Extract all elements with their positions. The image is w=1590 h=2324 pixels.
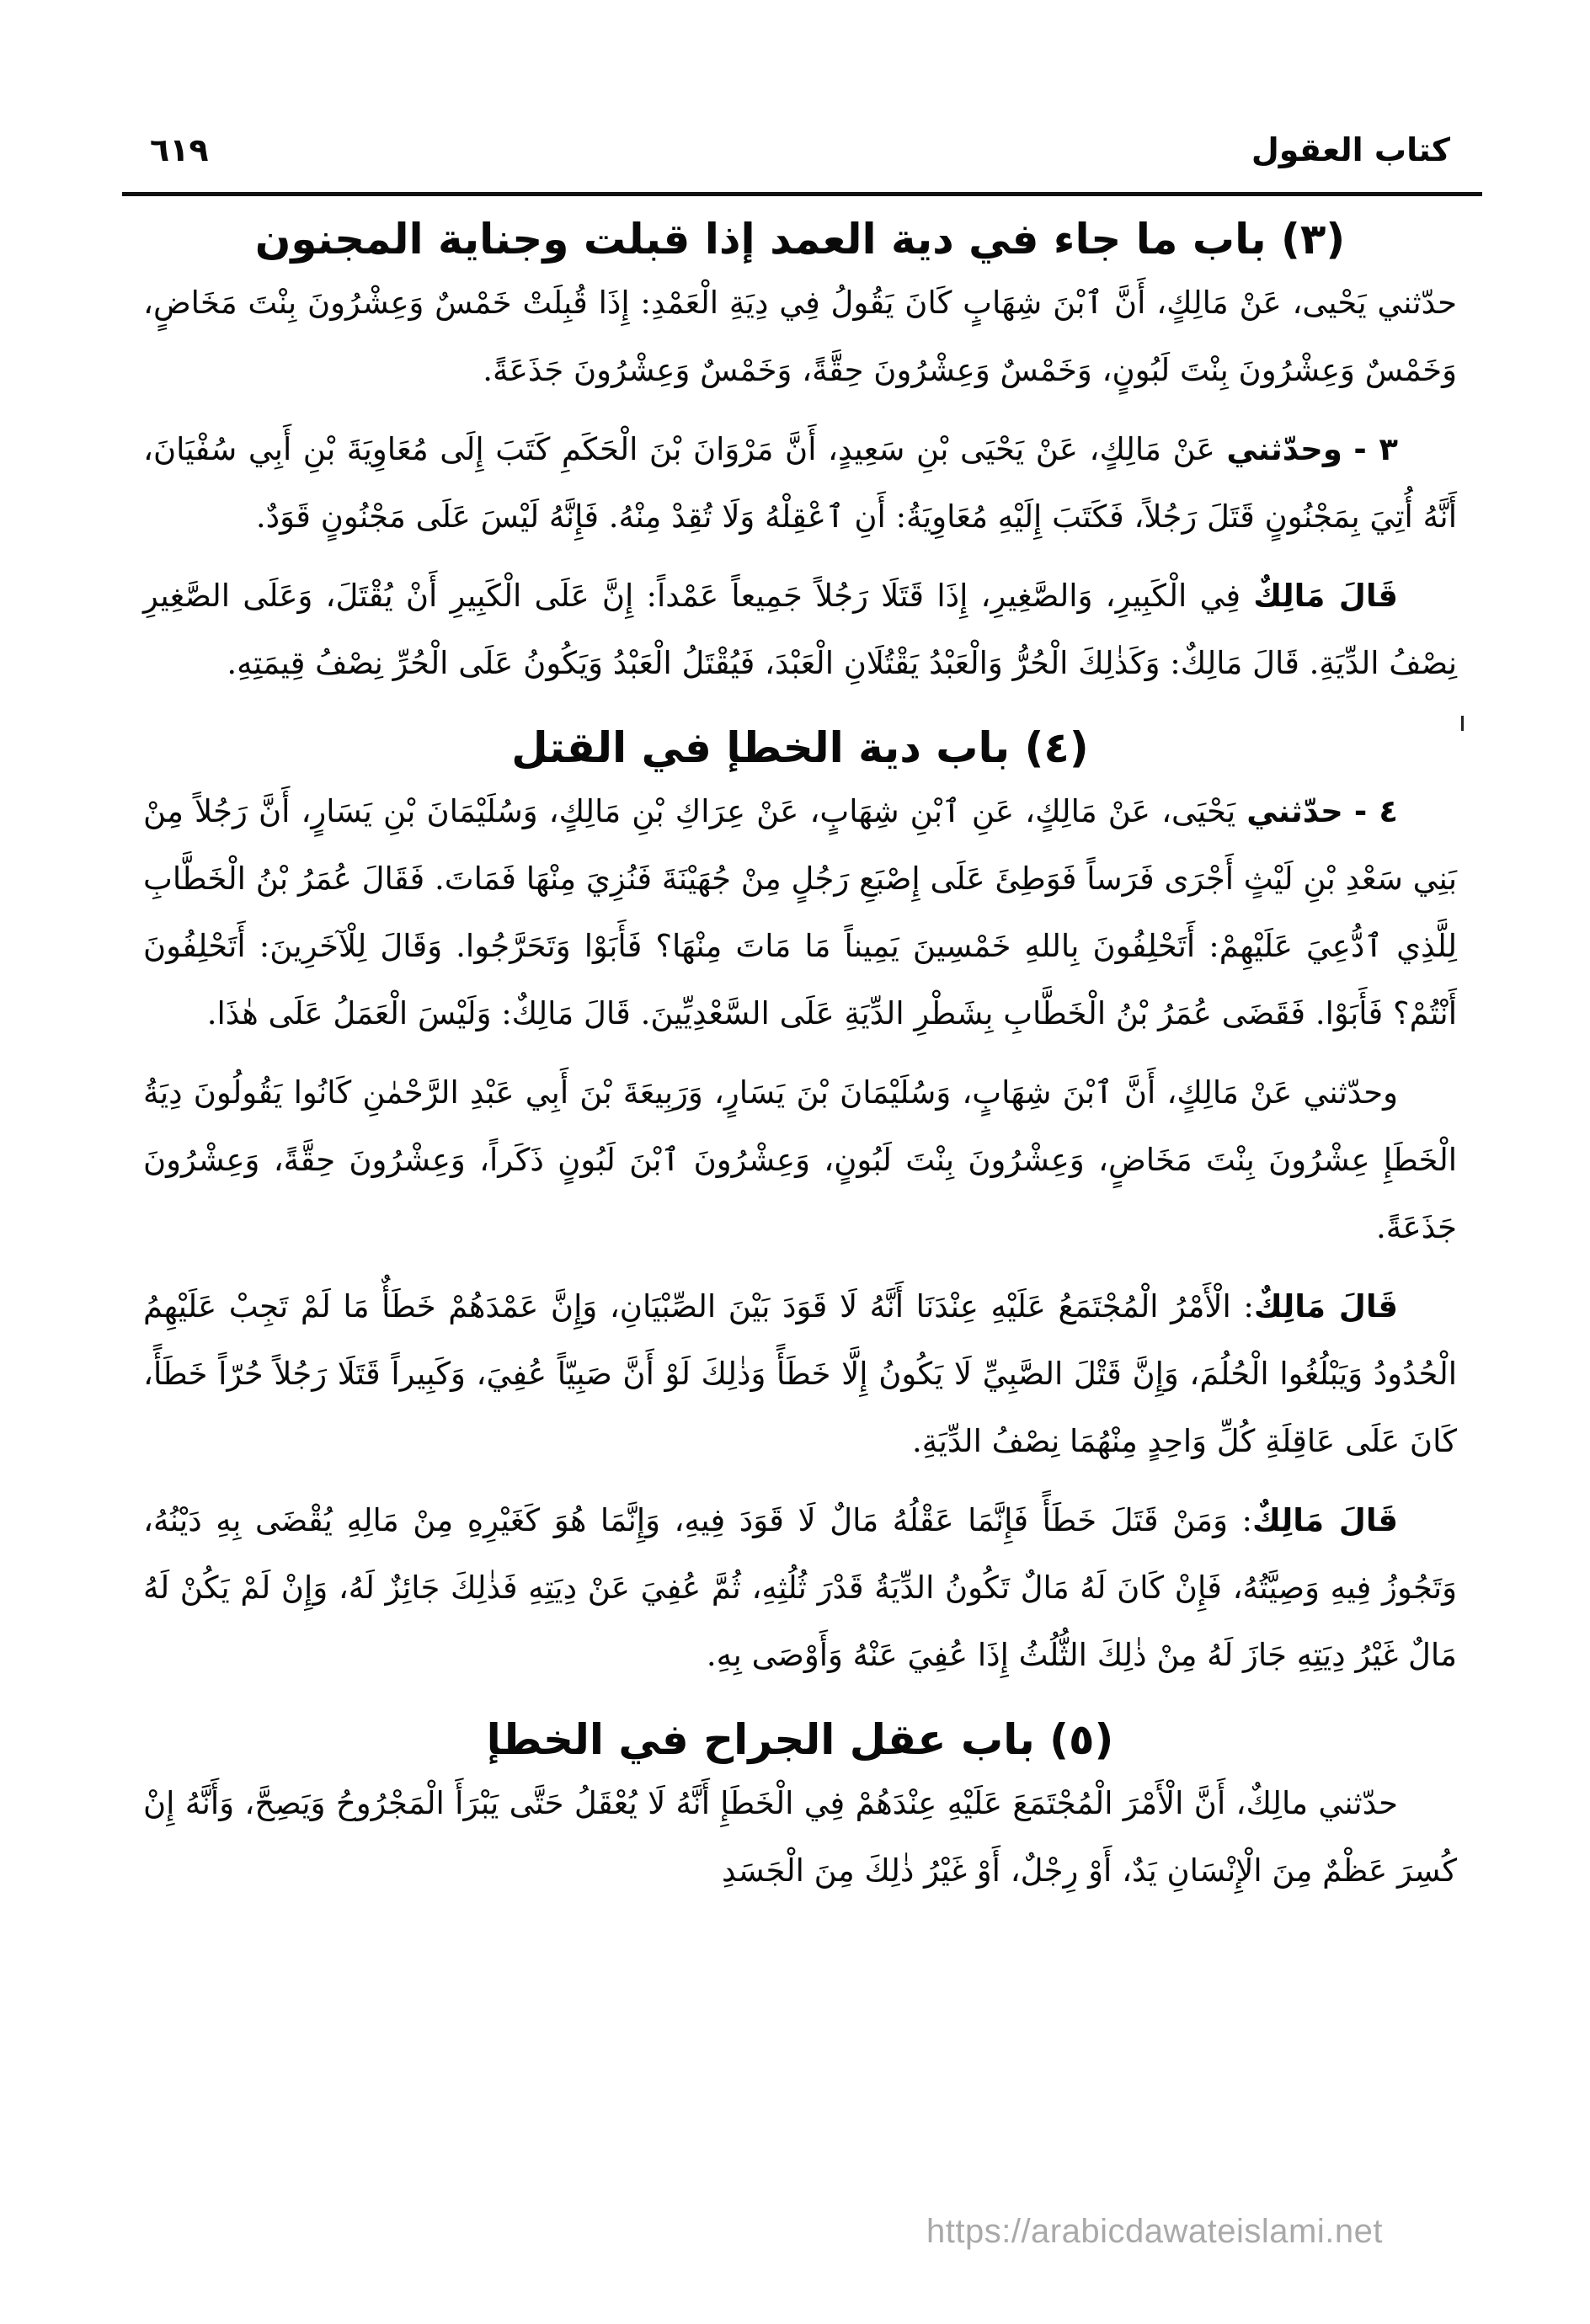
page-number: ٦١٩ — [150, 131, 209, 168]
paragraph-lead: حدّثني — [1246, 793, 1343, 829]
malik-comment-paragraph — [143, 1487, 1457, 1689]
malik-comment-paragraph — [143, 1273, 1457, 1475]
paragraph-text: فِي الْكَبِيرِ، وَالصَّغِيرِ، إِذَا قَتَلَا رَجُلاً جَمِيعاً عَمْداً: إِنَّ عَلَى الْكَبِيرِ أَنْ يُقْتَلَ، وَعَلَى الصَّغِيرِ نِصْفُ الدِّيَةِ. قَالَ مَالِكٌ: وَكَذٰلِكَ الْحُرُّ وَالْعَبْدُ يَقْتُلَانِ الْعَبْدَ، فَيُقْتَلُ الْعَبْدُ وَيَكُونُ عَلَى الْحُرِّ نِصْفُ قِيمَتِهِ. — [143, 578, 1457, 681]
paragraph-text: يَحْيَى، عَنْ مَالِكٍ، عَنِ ٱبْنِ شِهَابٍ، عَنْ عِرَاكِ بْنِ مَالِكٍ، وَسُلَيْمَانَ بْنِ يَسَارٍ، أَنَّ رَجُلاً مِنْ بَنِي سَعْدِ بْنِ لَيْثٍ أَجْرَى فَرَساً فَوَطِئَ عَلَى إِصْبَعِ رَجُلٍ مِنْ جُهَيْنَةَ فَنُزِيَ مِنْهَا فَمَاتَ. فَقَالَ عُمَرُ بْنُ الْخَطَّابِ لِلَّذِي ٱدُّعِيَ عَلَيْهِمْ: أَتَحْلِفُونَ بِاللهِ خَمْسِينَ يَمِيناً مَا مَاتَ مِنْهَا؟ فَأَبَوْا وَتَحَرَّجُوا. وَقَالَ لِلْآخَرِينَ: أَتَحْلِفُونَ أَنْتُمْ؟ فَأَبَوْا. فَقَضَى عُمَرُ بْنُ الْخَطَّابِ بِشَطْرِ الدِّيَةِ عَلَى السَّعْدِيِّينَ. قَالَ مَالِكٌ: وَلَيْسَ الْعَمَلُ عَلَى هٰذَا. — [143, 793, 1457, 1031]
scan-artifact-mark — [1461, 716, 1464, 731]
paragraph-text: حدّثني مالِكٌ، أَنَّ الْأَمْرَ الْمُجْتَمَعَ عَلَيْهِ عِنْدَهُمْ فِي الْخَطَإِ أَنَّهُ لَا يُعْقَلُ حَتَّى يَبْرَأَ الْمَجْرُوحُ وَيَصِحَّ، وَأَنَّهُ إِنْ كُسِرَ عَظْمٌ مِنَ الْإِنْسَانِ يَدٌ، أَوْ رِجْلٌ، أَوْ غَيْرُ ذٰلِكَ مِنَ الْجَسَدِ — [143, 1785, 1457, 1889]
malik-comment-paragraph — [143, 562, 1457, 697]
paragraph-text: : الْأَمْرُ الْمُجْتَمَعُ عَلَيْهِ عِنْدَنَا أَنَّهُ لَا قَوَدَ بَيْنَ الصِّبْيَانِ، وَإِنَّ عَمْدَهُمْ خَطَأٌ مَا لَمْ تَجِبْ عَلَيْهِمُ الْحُدُودُ وَيَبْلُغُوا الْحُلُمَ، وَإِنَّ قَتْلَ الصَّبِيِّ لَا يَكُونُ إِلَّا خَطَأً وَذٰلِكَ لَوْ أَنَّ صَبِيّاً عُفِيَ، وَكَبِيراً قَتَلَا رَجُلاً حُرّاً خَطَأً، كَانَ عَلَى عَاقِلَةِ كُلِّ وَاحِدٍ مِنْهُمَا نِصْفُ الدِّيَةِ. — [143, 1288, 1457, 1459]
hadith-paragraph — [143, 269, 1457, 404]
paragraph-text: عَنْ مَالِكٍ، عَنْ يَحْيَى بْنِ سَعِيدٍ، أَنَّ مَرْوَانَ بْنَ الْحَكَمِ كَتَبَ إِلَى مُعَاوِيَةَ بْنِ أَبِي سُفْيَانَ، أَنَّهُ أُتِيَ بِمَجْنُونٍ قَتَلَ رَجُلاً، فَكَتَبَ إِلَيْهِ مُعَاوِيَةُ: أَنِ ٱعْقِلْهُ وَلَا تُقِدْ مِنْهُ. فَإِنَّهُ لَيْسَ عَلَى مَجْنُونٍ قَوَدٌ. — [143, 431, 1457, 535]
paragraph-text: وحدّثني عَنْ مَالِكٍ، أَنَّ ٱبْنَ شِهَابٍ، وَسُلَيْمَانَ بْنَ يَسَارٍ، وَرَبِيعَةَ بْنَ أَبِي عَبْدِ الرَّحْمٰنِ كَانُوا يَقُولُونَ دِيَةُ الْخَطَإِ عِشْرُونَ بِنْتَ مَخَاضٍ، وَعِشْرُونَ بِنْتَ لَبُونٍ، وَعِشْرُونَ ٱبْنَ لَبُونٍ ذَكَراً، وَعِشْرُونَ حِقَّةً، وَعِشْرُونَ جَذَعَةً. — [143, 1074, 1457, 1245]
hadith-number: ٤ - — [1353, 793, 1398, 829]
paragraph-lead: قَالَ مَالِكٌ — [1253, 578, 1399, 614]
running-header — [143, 126, 1457, 168]
paragraph-lead: وحدّثني — [1226, 431, 1342, 467]
chapter-section-4 — [143, 717, 1457, 1689]
chapter-heading: (٥) باب عقل الجراح في الخطإ — [486, 1715, 1114, 1764]
chapter-section-5 — [143, 1709, 1457, 1905]
paragraph-text: حدّثني يَحْيى، عَنْ مَالِكٍ، أَنَّ ٱبْنَ شِهَابٍ كَانَ يَقُولُ فِي دِيَةِ الْعَمْدِ: إِذَا قُبِلَتْ خَمْسٌ وَعِشْرُونَ بِنْتَ مَخَاضٍ، وَخَمْسٌ وَعِشْرُونَ بِنْتَ لَبُونٍ، وَخَمْسٌ وَعِشْرُونَ حِقَّةً، وَخَمْسٌ وَعِشْرُونَ جَذَعَةً. — [143, 285, 1457, 388]
paragraph-text: : وَمَنْ قَتَلَ خَطَأً فَإِنَّمَا عَقْلُهُ مَالٌ لَا قَوَدَ فِيهِ، وَإِنَّمَا هُوَ كَغَيْرِهِ مِنْ مَالِهِ يُقْضَى بِهِ دَيْنُهُ، وَتَجُوزُ فِيهِ وَصِيَّتُهُ، فَإِنْ كَانَ لَهُ مَالٌ تَكُونُ الدِّيَةُ قَدْرَ ثُلُثِهِ، ثُمَّ عُفِيَ عَنْ دِيَتِهِ فَذٰلِكَ جَائِزٌ لَهُ، وَإِنْ لَمْ يَكُنْ لَهُ مَالٌ غَيْرُ دِيَتِهِ جَازَ لَهُ مِنْ ذٰلِكَ الثُّلُثُ إِذَا عُفِيَ عَنْهُ وَأَوْصَى بِهِ. — [143, 1502, 1457, 1673]
book-page — [143, 126, 1457, 1905]
paragraph-lead: قَالَ مَالِكٌ — [1253, 1288, 1398, 1325]
chapter-heading: (٤) باب دية الخطإ في القتل — [511, 723, 1089, 772]
header-divider — [122, 192, 1482, 196]
book-title: كتاب العقول — [1251, 131, 1450, 168]
chapter-heading: (٣) باب ما جاء في دية العمد إذا قبلت وجناية المجنون — [254, 215, 1346, 264]
hadith-number: ٣ - — [1353, 431, 1399, 467]
hadith-paragraph — [143, 1059, 1457, 1261]
hadith-paragraph — [143, 778, 1457, 1047]
paragraph-lead: قَالَ مَالِكٌ — [1251, 1502, 1398, 1538]
hadith-paragraph — [143, 416, 1457, 551]
chapter-section-3 — [143, 209, 1457, 697]
hadith-paragraph — [143, 1770, 1457, 1905]
source-watermark: https://arabicdawateislami.net — [926, 2213, 1383, 2250]
